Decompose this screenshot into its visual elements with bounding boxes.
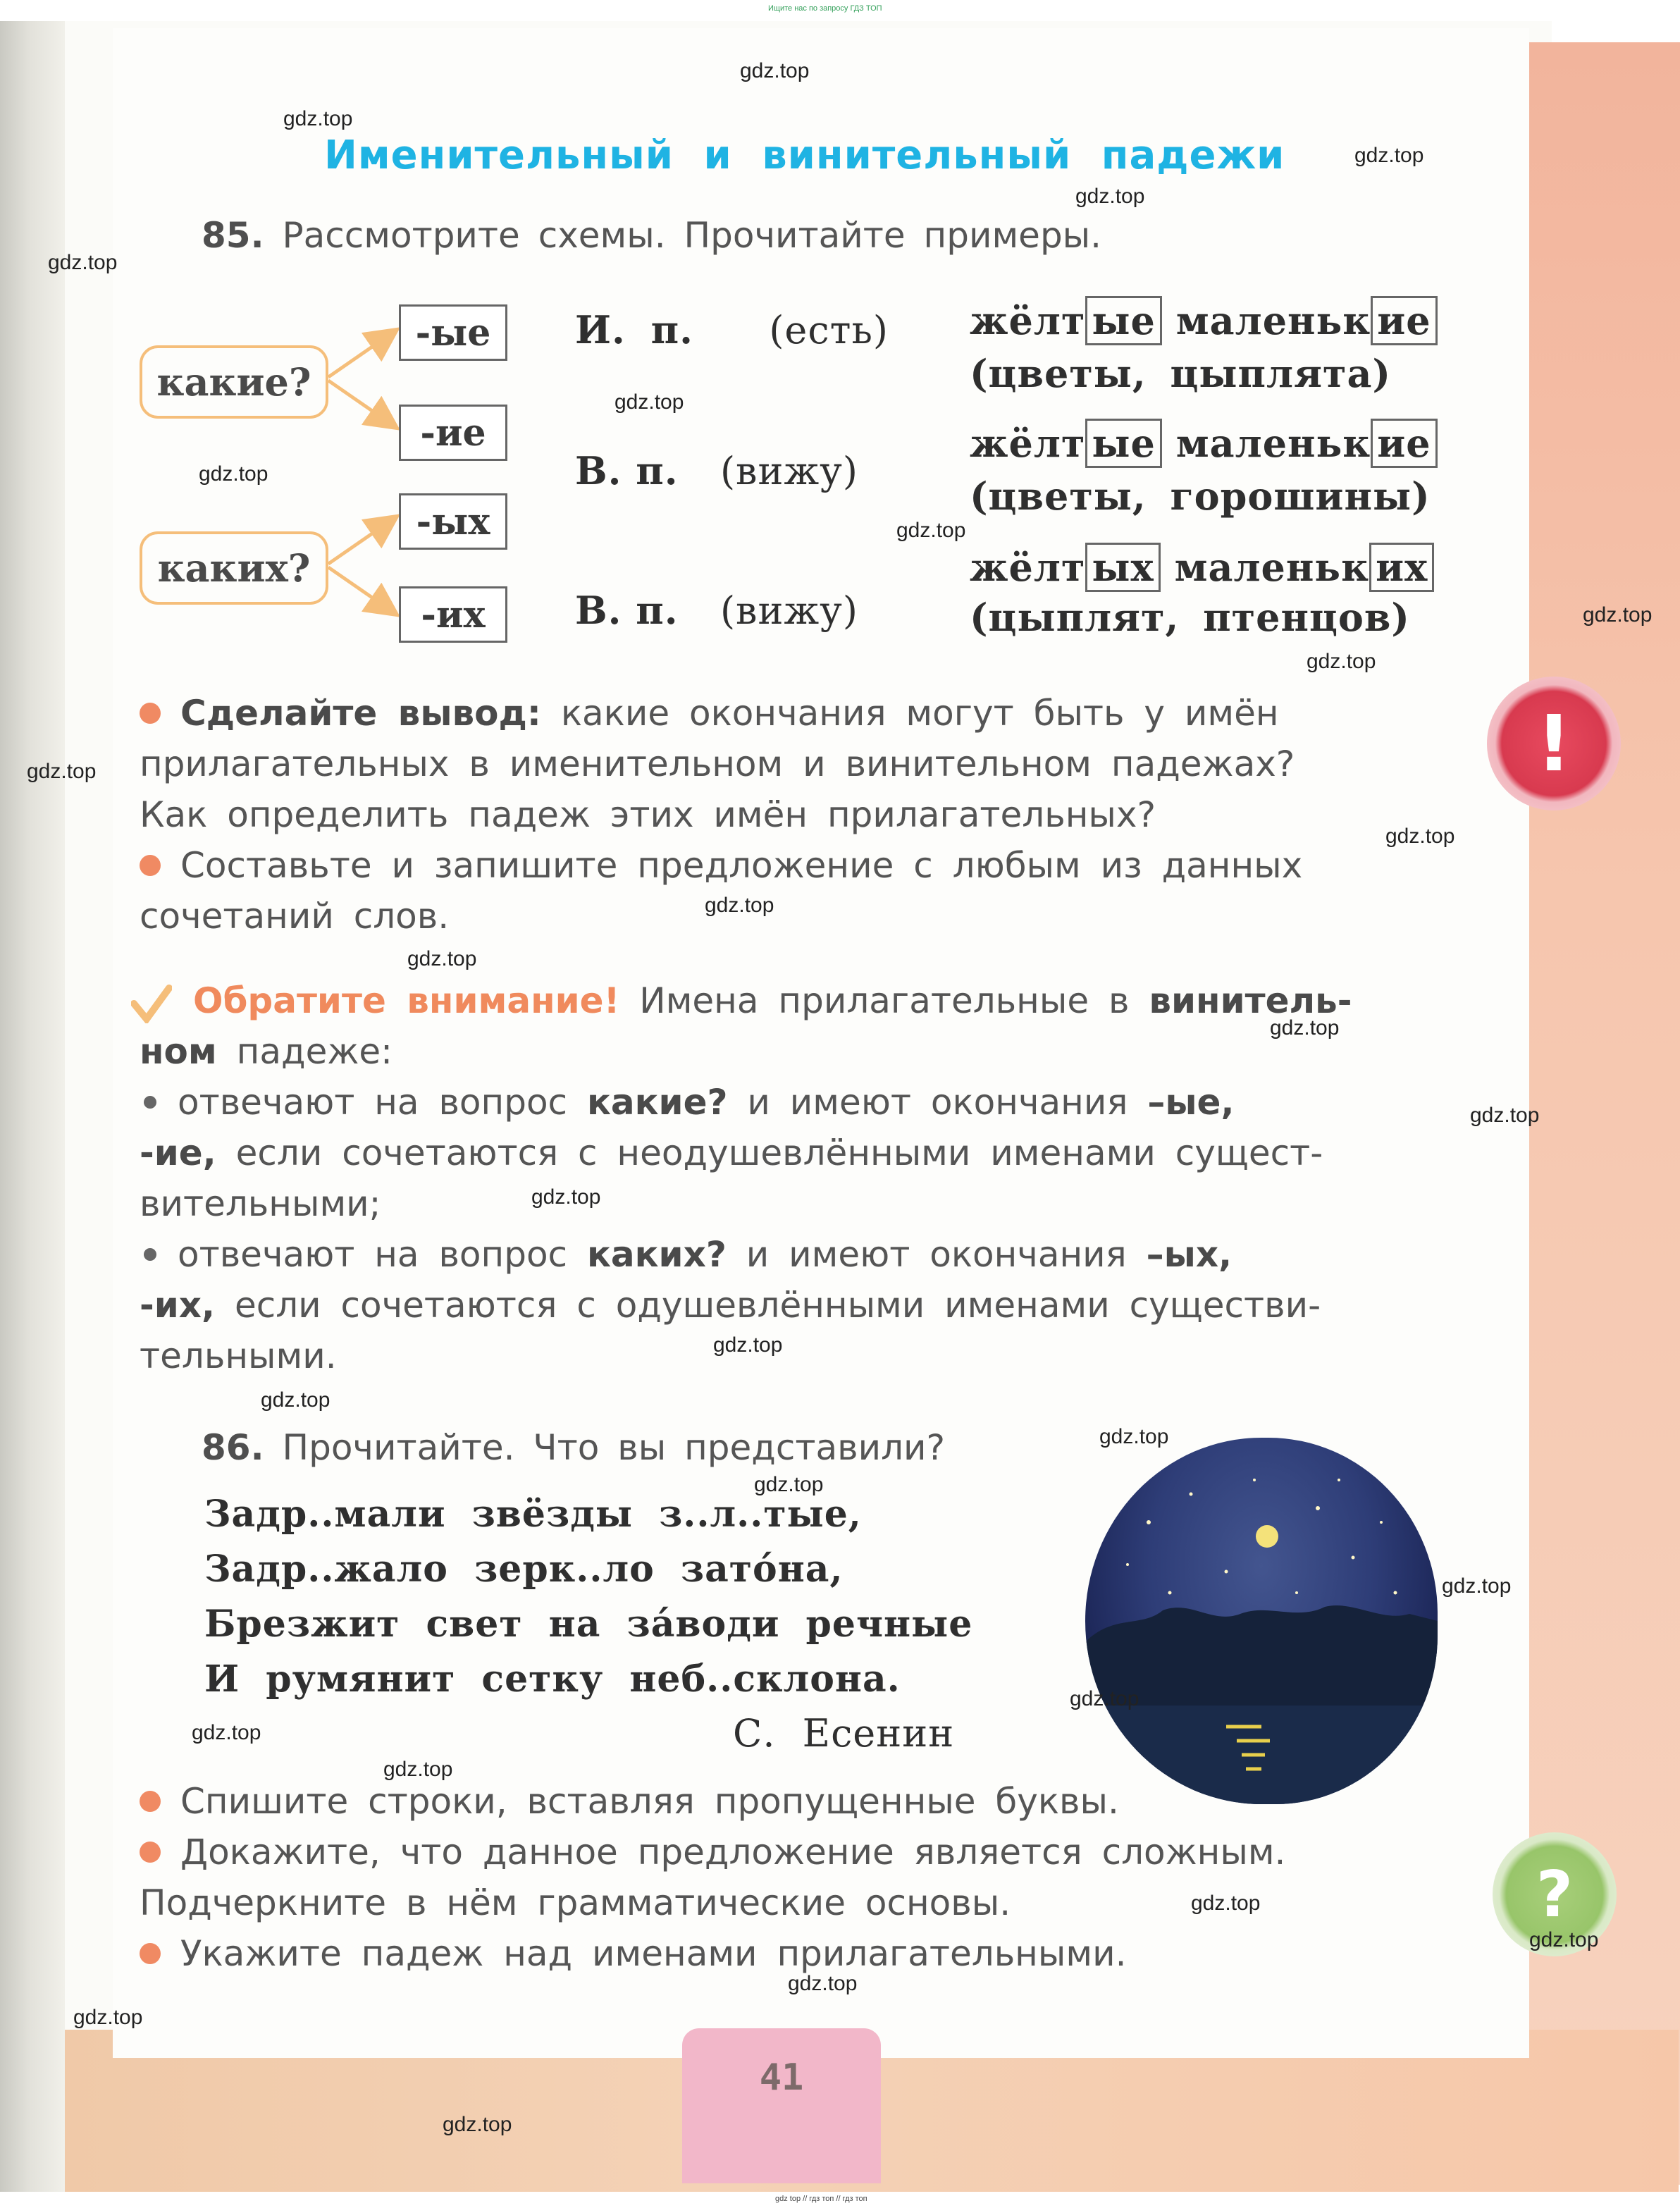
conclusion-block xyxy=(140,688,1429,942)
poem-line-4: И румянит сетку неб..склона. xyxy=(204,1658,901,1701)
poem-line-2: Задр..жало зерк..ло затóна, xyxy=(204,1548,844,1591)
note-bullet-1-line-1 xyxy=(140,1077,1429,1128)
note-text-2: падеже: xyxy=(236,1031,393,1072)
exercise-86-instruction: Прочитайте. Что вы представили? xyxy=(282,1427,946,1468)
task-86-2-text: Докажите, что данное предложение является сложным. xyxy=(180,1832,1286,1873)
example-3-adjectives xyxy=(970,543,1434,592)
case-2-verb: (вижу) xyxy=(719,449,858,493)
conclusion-text-1: какие окончания могут быть у имён xyxy=(560,693,1279,734)
conclusion-line-3: Как определить падеж этих имён прилагательных? xyxy=(140,794,1156,835)
ex1-stem-1: жёлт xyxy=(970,298,1086,343)
exercise-86-tasks xyxy=(140,1776,1429,1979)
case-2-name: В. п. xyxy=(575,448,679,493)
watermark: gdz.top xyxy=(73,2006,143,2029)
watermark: gdz.top xyxy=(705,894,774,917)
note-b1-e1: –ые, xyxy=(1147,1082,1235,1123)
ex3-stem-1: жёлт xyxy=(970,545,1086,590)
watermark: gdz.top xyxy=(199,462,268,486)
watermark: gdz.top xyxy=(1075,185,1145,208)
note-bullet-1-line-2 xyxy=(140,1128,1429,1178)
watermark: gdz.top xyxy=(1099,1425,1169,1448)
poem xyxy=(204,1487,972,1707)
watermark: gdz.top xyxy=(1470,1104,1540,1127)
note-text-1: Имена прилагательные в xyxy=(639,980,1130,1021)
watermark: gdz.top xyxy=(1307,650,1376,673)
note-b2-e1: –ых, xyxy=(1146,1234,1233,1275)
watermark: gdz.top xyxy=(614,390,684,414)
ex3-ending-2: их xyxy=(1369,543,1434,592)
note-block xyxy=(140,975,1429,1381)
watermark: gdz.top xyxy=(27,760,97,783)
watermark: gdz.top xyxy=(261,1388,331,1412)
question-box-kakih: каких? xyxy=(140,531,328,605)
poem-line-3: Брезжит свет на зáводи речные xyxy=(204,1603,973,1646)
exercise-86-number: 86. xyxy=(202,1427,264,1468)
small-bullet xyxy=(144,1248,156,1261)
arrow-kakih-yh xyxy=(328,518,395,564)
case-label-1 xyxy=(575,307,889,352)
task-text-1: Составьте и запишите предложение с любым из данных xyxy=(180,845,1303,886)
watermark: gdz.top xyxy=(531,1185,601,1209)
task-86-3-text: Укажите падеж над именами прилагательными. xyxy=(180,1933,1127,1974)
note-bold-2: ном xyxy=(140,1031,217,1072)
arrow-kakie-ie xyxy=(328,381,395,426)
night-lake-illustration xyxy=(1085,1438,1438,1804)
case-label-3 xyxy=(575,588,858,633)
conclusion-line-1 xyxy=(140,688,1429,739)
watermark: gdz.top xyxy=(896,519,966,542)
watermark: gdz.top xyxy=(1270,1016,1340,1040)
ex2-stem-2: маленьк xyxy=(1175,421,1371,466)
watermark: gdz.top xyxy=(1529,1928,1599,1951)
note-b2-b: и имеют окончания xyxy=(746,1234,1127,1275)
watermark: gdz.top xyxy=(1583,603,1653,627)
bullet-dot xyxy=(140,1791,161,1812)
watermark: gdz.top xyxy=(283,107,353,130)
ex2-ending-1: ые xyxy=(1085,419,1162,468)
scheme-arrows xyxy=(324,310,409,634)
poem-author: С. Есенин xyxy=(733,1711,955,1756)
bullet-dot xyxy=(140,703,161,724)
watermark: gdz.top xyxy=(788,1972,858,1995)
example-1-nouns: (цветы, цыплята) xyxy=(970,351,1392,396)
task-86-2-continuation: Подчеркните в нём грамматические основы. xyxy=(140,1882,1011,1923)
alert-icon: ! xyxy=(1487,677,1621,810)
arrow-kakie-ye xyxy=(328,331,395,377)
case-3-verb: (вижу) xyxy=(719,588,858,633)
watermark: gdz.top xyxy=(1070,1687,1139,1710)
ex2-stem-1: жёлт xyxy=(970,421,1086,466)
ending-box-ye: -ые xyxy=(399,304,507,361)
case-1-name: И. п. xyxy=(575,307,693,352)
ex3-ending-1: ых xyxy=(1085,543,1160,592)
watermark: gdz.top xyxy=(1442,1574,1512,1598)
note-b1-b: и имеют окончания xyxy=(747,1082,1128,1123)
bullet-dot xyxy=(140,1842,161,1863)
watermark: gdz.top xyxy=(48,251,118,274)
note-bullet-2-line-3: тельными. xyxy=(140,1336,337,1376)
note-b2-e2: -их, xyxy=(140,1285,216,1326)
small-bullet xyxy=(144,1096,156,1109)
ex1-stem-2: маленьк xyxy=(1175,298,1371,343)
night-scene-svg xyxy=(1085,1438,1438,1804)
footer-note: gdz top // гдз топ // гдз топ xyxy=(775,2195,867,2203)
arrow-kakih-ih xyxy=(328,567,395,613)
watermark: gdz.top xyxy=(740,59,810,82)
exercise-86-header xyxy=(202,1422,945,1473)
task-86-2 xyxy=(140,1827,1429,1877)
question-icon: ? xyxy=(1493,1832,1617,1956)
exercise-85-instruction: Рассмотрите схемы. Прочитайте примеры. xyxy=(282,215,1102,256)
book-gutter xyxy=(0,21,65,2192)
note-bold-1: винитель- xyxy=(1149,980,1352,1021)
note-b1-e2: -ие, xyxy=(140,1133,216,1173)
task-86-1-text: Спишите строки, вставляя пропущенные буквы. xyxy=(180,1781,1119,1822)
note-bullet-1-line-3: вительными; xyxy=(140,1183,381,1224)
note-b2-q: каких? xyxy=(586,1234,727,1275)
note-b2-c: если сочетаются с одушевлёнными именами существи- xyxy=(234,1285,1321,1326)
watermark: gdz.top xyxy=(1385,825,1455,848)
ex1-ending-1: ые xyxy=(1085,296,1162,345)
ending-box-yh: -ых xyxy=(399,493,507,550)
case-3-name: В. п. xyxy=(575,588,679,633)
poem-line-1: Задр..мали звёзды з..л..тые, xyxy=(204,1493,862,1536)
note-label: Обратите внимание! xyxy=(193,980,620,1021)
bullet-dot xyxy=(140,855,161,876)
task-86-1 xyxy=(140,1776,1429,1827)
ex1-ending-2: ие xyxy=(1371,296,1437,345)
case-label-2 xyxy=(575,448,858,493)
moon-icon xyxy=(1256,1525,1278,1548)
watermark: gdz.top xyxy=(1354,144,1424,167)
example-2-nouns: (цветы, горошины) xyxy=(970,474,1431,519)
example-2-adjectives xyxy=(970,419,1438,468)
note-line-1 xyxy=(140,975,1429,1026)
note-bullet-2-line-1 xyxy=(140,1229,1429,1280)
ex2-ending-2: ие xyxy=(1371,419,1437,468)
task-line-1 xyxy=(140,840,1429,891)
ending-box-ih: -их xyxy=(399,586,507,643)
bullet-dot xyxy=(140,1943,161,1964)
conclusion-line-2: прилагательных в именительном и винительном падежах? xyxy=(140,744,1295,784)
watermark: gdz.top xyxy=(443,2113,512,2136)
watermark: gdz.top xyxy=(754,1473,824,1496)
header-note: Ищите нас по запросу ГДЗ ТОП xyxy=(768,4,882,13)
ending-box-ie: -ие xyxy=(399,405,507,461)
task-86-3 xyxy=(140,1928,1429,1979)
task-line-2: сочетаний слов. xyxy=(140,896,450,937)
watermark: gdz.top xyxy=(713,1333,783,1357)
note-line-2 xyxy=(140,1026,1429,1077)
note-b2-a: отвечают на вопрос xyxy=(178,1234,568,1275)
example-3-nouns: (цыплят, птенцов) xyxy=(970,595,1410,640)
note-bullet-2-line-2 xyxy=(140,1280,1429,1331)
example-1-adjectives xyxy=(970,296,1438,345)
ex3-stem-2: маленьк xyxy=(1174,545,1370,590)
question-box-kakie: какие? xyxy=(140,345,328,419)
case-1-verb: (есть) xyxy=(769,308,889,352)
watermark: gdz.top xyxy=(407,947,477,970)
exercise-85-number: 85. xyxy=(202,215,264,256)
page-number-tab xyxy=(682,2028,881,2183)
note-b1-q: какие? xyxy=(586,1082,728,1123)
conclusion-label: Сделайте вывод: xyxy=(180,693,541,734)
watermark: gdz.top xyxy=(192,1721,261,1744)
watermark: gdz.top xyxy=(1191,1892,1261,1915)
page-number: 41 xyxy=(759,2056,804,2099)
page-title: Именительный и винительный падежи xyxy=(324,132,1285,178)
watermark: gdz.top xyxy=(383,1758,453,1781)
note-b1-c: если сочетаются с неодушевлёнными именами сущест- xyxy=(235,1133,1323,1173)
exercise-85-header xyxy=(202,210,1101,261)
note-b1-a: отвечают на вопрос xyxy=(178,1082,568,1123)
